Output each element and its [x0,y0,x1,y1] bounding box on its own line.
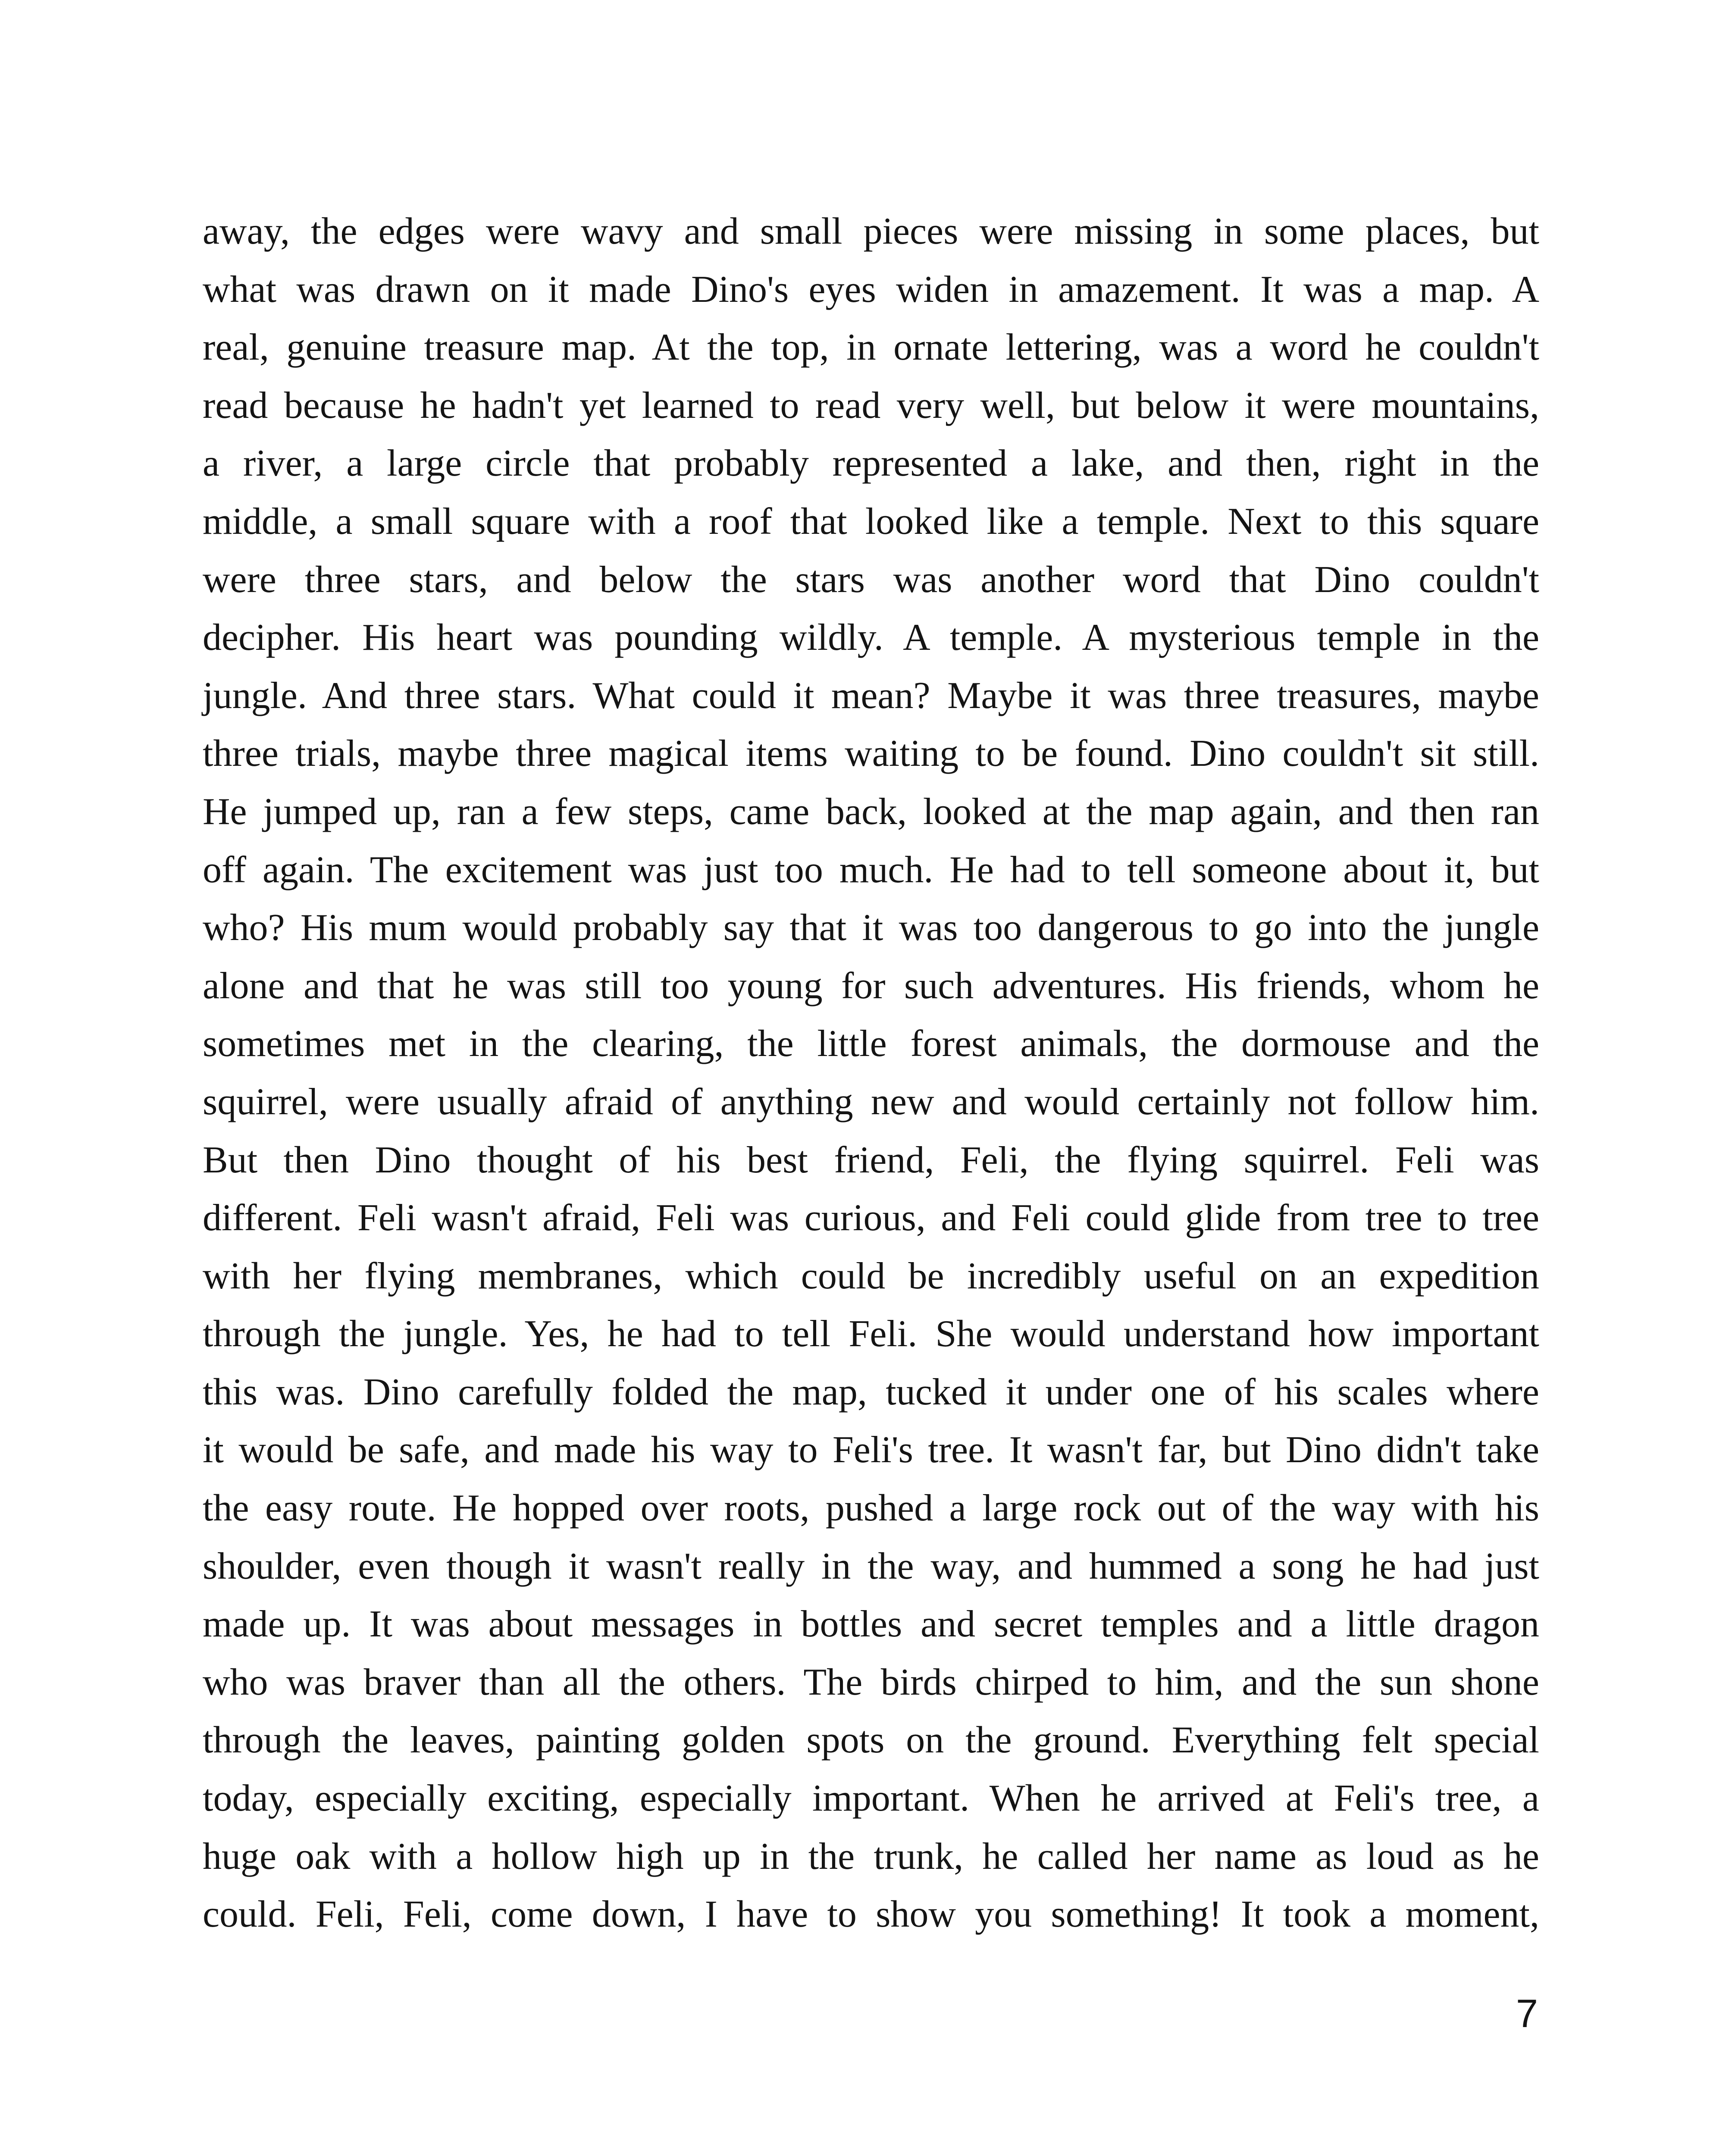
text-line: sometimes met in the clearing, the little forest animals, the dormouse and the [203,1023,1539,1065]
text-line: three trials, maybe three magical items waiting to be found. Dino couldn't sit still. [203,733,1539,775]
text-line: the easy route. He hopped over roots, pushed a large rock out of the way with his [203,1487,1539,1529]
text-line: off again. The excitement was just too much. He had to tell someone about it, but [203,849,1539,891]
text-line: what was drawn on it made Dino's eyes widen in amazement. It was a map. A [203,268,1539,310]
text-line: made up. It was about messages in bottles and secret temples and a little dragon [203,1603,1539,1645]
text-line: through the leaves, painting golden spots on the ground. Everything felt special [203,1719,1539,1761]
text-line: decipher. His heart was pounding wildly. A temple. A mysterious temple in the [203,617,1539,659]
text-line: jungle. And three stars. What could it mean? Maybe it was three treasures, maybe [203,674,1539,717]
text-line: a river, a large circle that probably represented a lake, and then, right in the [203,442,1539,485]
text-line: today, especially exciting, especially important. When he arrived at Feli's tree, a [203,1777,1539,1820]
text-line: alone and that he was still too young for such adventures. His friends, whom he [203,965,1539,1007]
text-line: this was. Dino carefully folded the map, tucked it under one of his scales where [203,1371,1539,1413]
text-line: He jumped up, ran a few steps, came back, looked at the map again, and then ran [203,790,1539,833]
text-line: were three stars, and below the stars was another word that Dino couldn't [203,558,1539,601]
text-line: But then Dino thought of his best friend, Feli, the flying squirrel. Feli was [203,1139,1539,1181]
text-line: with her flying membranes, which could be incredibly useful on an expedition [203,1255,1539,1297]
text-line: who? His mum would probably say that it was too dangerous to go into the jungle [203,907,1539,949]
text-line: huge oak with a hollow high up in the trunk, he called her name as loud as he [203,1835,1539,1877]
text-line: different. Feli wasn't afraid, Feli was curious, and Feli could glide from tree to tree [203,1197,1539,1239]
text-line: through the jungle. Yes, he had to tell Feli. She would understand how important [203,1313,1539,1355]
text-line: real, genuine treasure map. At the top, in ornate lettering, was a word he couldn't [203,326,1539,369]
text-line: could. Feli, Feli, come down, I have to show you something! It took a moment, [203,1893,1539,1936]
text-line: read because he hadn't yet learned to read very well, but below it were mountains, [203,384,1539,426]
text-line: it would be safe, and made his way to Feli's tree. It wasn't far, but Dino didn't take [203,1429,1539,1471]
text-line: who was braver than all the others. The birds chirped to him, and the sun shone [203,1661,1539,1703]
body-text [203,203,1539,1944]
text-line: middle, a small square with a roof that looked like a temple. Next to this square [203,500,1539,542]
text-line: away, the edges were wavy and small pieces were missing in some places, but [203,210,1539,252]
text-line: shoulder, even though it wasn't really in the way, and hummed a song he had just [203,1545,1539,1587]
text-line: squirrel, were usually afraid of anything new and would certainly not follow him. [203,1081,1539,1123]
page-number: 7 [1516,1992,1538,2036]
